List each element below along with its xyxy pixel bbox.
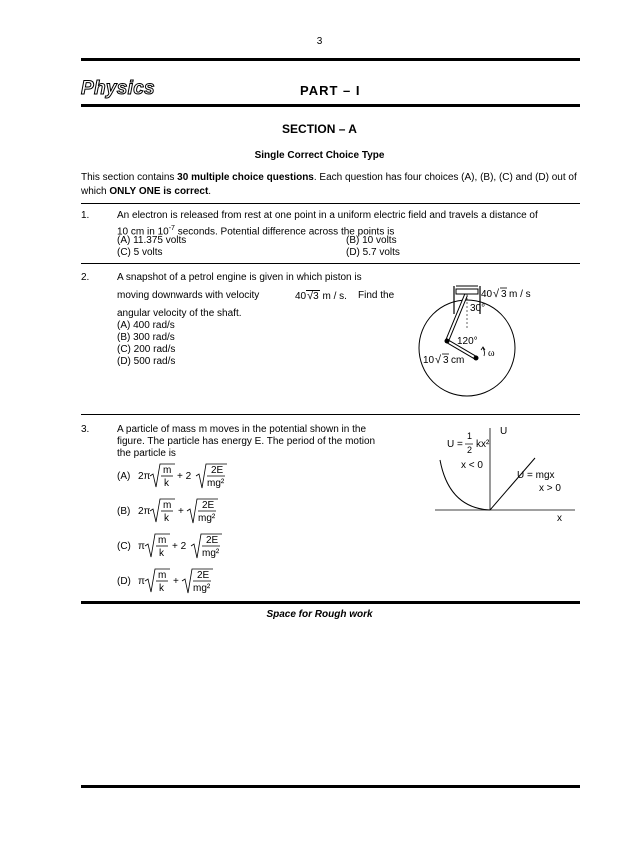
- x-axis-label: x: [557, 513, 562, 524]
- option-c-operator: + 2: [172, 541, 187, 552]
- question-1-line-1: An electron is released from rest at one point in a uniform electric field and travels a distance of: [117, 210, 538, 221]
- option-a-operator: + 2: [177, 471, 192, 482]
- question-1-option-c[interactable]: (C) 5 volts: [117, 247, 163, 258]
- figure-omega: ω: [488, 348, 495, 359]
- option-d-frac1-num: m: [158, 570, 167, 581]
- option-b-frac1-num: m: [163, 500, 172, 511]
- option-d-operator: +: [173, 576, 179, 587]
- u-axis-label: U: [500, 426, 508, 437]
- question-2-line-2-end: Find the: [358, 290, 395, 301]
- right-condition: x > 0: [539, 483, 561, 494]
- rough-work-label: Space for Rough work: [266, 609, 373, 620]
- option-d-frac2-num: 2E: [197, 570, 210, 581]
- piston: [456, 289, 478, 294]
- section-instructions: [81, 171, 580, 199]
- connecting-rod-inner: [447, 295, 466, 341]
- option-a-frac1-num: m: [163, 465, 172, 476]
- question-2-option-d[interactable]: (D) 500 rad/s: [117, 356, 176, 367]
- option-b-frac2-den: mg²: [198, 513, 216, 524]
- figure-radius-unit: cm: [451, 355, 465, 366]
- questions-end-rule: [81, 601, 580, 604]
- shaft-center: [474, 356, 479, 361]
- question-2-velocity: 40√3 m / s.: [295, 290, 347, 302]
- page-number: 3: [316, 36, 323, 47]
- question-3-line-1: A particle of mass m moves in the potential shown in the: [117, 424, 367, 435]
- engine-figure: [410, 272, 580, 412]
- option-b-frac1-den: k: [164, 513, 169, 524]
- left-equation-lhs: U =: [447, 439, 463, 450]
- option-d-frac2-den: mg²: [193, 583, 211, 594]
- intro-text-3: .: [208, 186, 212, 197]
- question-3-number: 3.: [81, 424, 90, 435]
- question-3-option-b[interactable]: [117, 495, 237, 527]
- question-1-option-d[interactable]: (D) 5.7 volts: [346, 247, 400, 258]
- question-2-line-1: A snapshot of a petrol engine is given in which piston is: [117, 272, 362, 283]
- velocity-unit: m / s.: [322, 291, 347, 302]
- question-2-option-c[interactable]: (C) 200 rad/s: [117, 344, 176, 355]
- header-rule: [81, 104, 580, 107]
- question-2-option-a[interactable]: (A) 400 rad/s: [117, 320, 175, 331]
- option-c-coefficient: π: [138, 541, 145, 552]
- intro-bold-1: 30 multiple choice questions: [177, 172, 314, 183]
- figure-angle-120: 120°: [457, 336, 478, 347]
- option-c-label: (C): [117, 541, 131, 552]
- question-1-line-2a: 10 cm in 10: [117, 225, 169, 237]
- left-equation-den: 2: [467, 445, 473, 455]
- question-1-option-b[interactable]: (B) 10 volts: [346, 235, 397, 246]
- option-d-frac1-den: k: [159, 583, 164, 594]
- figure-radius-root: √: [435, 354, 442, 366]
- subject-title: Physics: [81, 78, 155, 99]
- question-1-rule: [81, 263, 580, 264]
- velocity-radicand: 3: [313, 291, 319, 302]
- top-rule: [81, 58, 580, 61]
- question-2-rule: [81, 414, 580, 415]
- option-c-frac1-num: m: [158, 535, 167, 546]
- question-1-exponent: -7: [168, 224, 175, 232]
- option-a-frac1-den: k: [164, 478, 169, 489]
- figure-velocity-coefficient: 40: [481, 289, 493, 300]
- question-2-line-2: moving downwards with velocity: [117, 290, 260, 301]
- option-c-frac2-den: mg²: [202, 548, 220, 559]
- figure-velocity-radicand: 3: [501, 289, 507, 300]
- left-equation-num: 1: [467, 431, 473, 441]
- question-2-line-3: angular velocity of the shaft.: [117, 308, 242, 319]
- question-1-number: 1.: [81, 210, 90, 221]
- figure-angle-30: 30°: [470, 303, 486, 314]
- question-3-option-a[interactable]: [117, 460, 237, 492]
- figure-radius-radicand: 3: [443, 355, 449, 366]
- potential-graph: [435, 420, 580, 525]
- question-1-option-a[interactable]: (A) 11.375 volts: [117, 235, 187, 246]
- figure-velocity-root: √: [493, 288, 500, 300]
- option-d-coefficient: π: [138, 576, 145, 587]
- option-b-label: (B): [117, 506, 131, 517]
- figure-radius-coefficient: 10: [423, 355, 435, 366]
- left-equation-rhs: kx²: [476, 439, 490, 450]
- question-3-option-c[interactable]: [117, 530, 237, 562]
- question-3-line-2: figure. The particle has energy E. The period of the motion: [117, 436, 376, 447]
- intro-text-1: This section contains: [81, 172, 178, 183]
- option-a-frac2-num: 2E: [211, 465, 224, 476]
- section-title: SECTION – A: [282, 122, 357, 136]
- linear-curve: [490, 458, 535, 510]
- option-b-frac2-num: 2E: [202, 500, 215, 511]
- intro-bold-2: ONLY ONE is correct: [109, 186, 209, 197]
- part-title: PART – I: [300, 83, 361, 98]
- figure-velocity-unit: m / s: [509, 289, 531, 300]
- option-c-frac2-num: 2E: [206, 535, 219, 546]
- velocity-coefficient: 40: [295, 291, 307, 302]
- option-a-frac2-den: mg²: [207, 478, 225, 489]
- section-subtitle: Single Correct Choice Type: [254, 150, 385, 161]
- option-a-coefficient: 2π: [138, 471, 151, 482]
- intro-text-2: . Each question has four choices (A), (B), (C) and (D) out of which: [81, 172, 577, 197]
- crank-pin: [445, 339, 450, 344]
- option-b-operator: +: [178, 506, 184, 517]
- option-d-label: (D): [117, 576, 131, 587]
- question-2-number: 2.: [81, 272, 90, 283]
- question-3-option-d[interactable]: [117, 565, 237, 597]
- question-2-option-b[interactable]: (B) 300 rad/s: [117, 332, 175, 343]
- left-condition: x < 0: [461, 460, 483, 471]
- bottom-rule: [81, 785, 580, 788]
- intro-rule: [81, 203, 580, 204]
- right-equation: U = mgx: [517, 470, 555, 481]
- option-b-coefficient: 2π: [138, 506, 151, 517]
- option-a-label: (A): [117, 471, 131, 482]
- question-1-line-2b: seconds. Potential difference across the points is: [174, 225, 395, 237]
- option-c-frac1-den: k: [159, 548, 164, 559]
- question-3-line-3: the particle is: [117, 448, 176, 459]
